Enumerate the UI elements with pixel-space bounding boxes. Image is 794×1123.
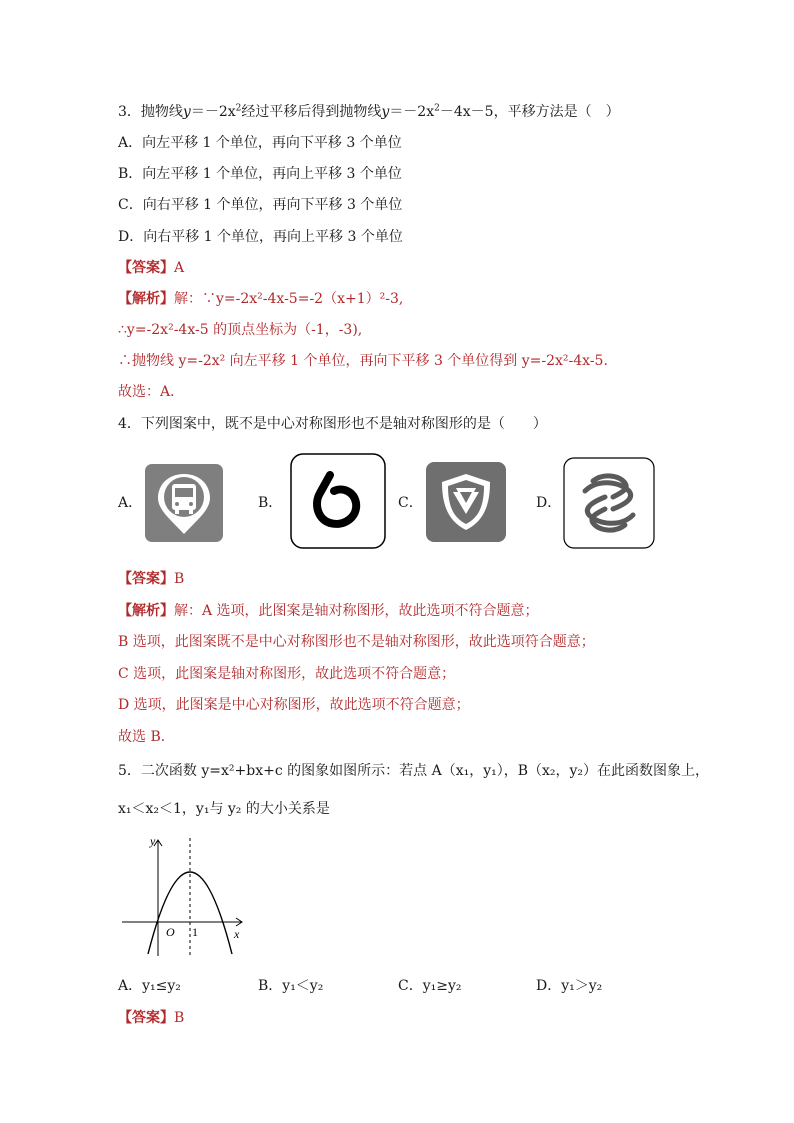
q3-conclusion: 故选：A． xyxy=(118,384,185,400)
q3-option-d: D．向右平移 1 个单位，再向上平移 3 个单位 xyxy=(118,229,403,245)
bus-stop-icon xyxy=(145,464,223,546)
q5-option-d: D．y₁＞y₂ xyxy=(536,978,603,994)
q3-option-b: B．向左平移 1 个单位，再向上平移 3 个单位 xyxy=(118,166,402,182)
q4-label-d: D． xyxy=(536,495,562,511)
q5-option-b: B．y₁＜y₂ xyxy=(258,978,324,994)
q4-analysis-1: 【解析】解：A 选项，此图案是轴对称图形，故此选项不符合题意； xyxy=(118,603,539,619)
graph-x-label: x xyxy=(234,927,240,941)
graph-y-label: y xyxy=(150,834,156,848)
q4-label-b: B． xyxy=(258,495,283,511)
q5-option-a: A．y₁≤y₂ xyxy=(118,978,181,994)
q3-analysis-1: 【解析】解：∵y=-2x²-4x-5=-2（x+1）²-3, xyxy=(118,291,404,307)
q4-analysis-4: D 选项，此图案是中心对称图形，故此选项不符合题意； xyxy=(118,697,470,713)
q4-answer: 【答案】B xyxy=(118,571,185,587)
graph-tick-label: 1 xyxy=(192,925,198,939)
q3-option-a: A．向左平移 1 个单位，再向下平移 3 个单位 xyxy=(118,135,402,151)
q4-stem: 4．下列图案中，既不是中心对称图形也不是轴对称图形的是（ ） xyxy=(118,416,547,432)
q4-label-a: A． xyxy=(118,495,143,511)
q3-stem: 3．抛物线$y=-2x^2$经过平移后得到抛物线$y=-2x^2-4x-5$，平移方法是（ ） xyxy=(118,103,620,120)
loop-drop-icon xyxy=(290,453,386,553)
q4-analysis-2: B 选项，此图案既不是中心对称图形也不是轴对称图形，故此选项符合题意； xyxy=(118,634,595,650)
q5-option-c: C．y₁≥y₂ xyxy=(398,978,462,994)
q4-label-c: C． xyxy=(398,495,423,511)
q3-analysis-2: ∴y=-2x²-4x-5 的顶点坐标为（-1，-3), xyxy=(118,322,363,338)
q5-stem-1: 5．二次函数 y=x²+bx+c 的图象如图所示：若点 A（x₁，y₁），B（x₂，y₂）在此函数图象上， xyxy=(118,763,710,779)
q4-conclusion: 故选 B． xyxy=(118,729,175,745)
q3-analysis-3: ∴抛物线 y=-2x² 向左平移 1 个单位，再向下平移 3 个单位得到 y=-2x²-4x-5. xyxy=(118,353,608,369)
graph-origin-label: O xyxy=(166,925,175,939)
q3-answer: 【答案】A xyxy=(118,260,185,276)
parabola-graph xyxy=(118,830,250,966)
shield-v-icon xyxy=(426,462,506,546)
china-mobile-logo-icon xyxy=(563,457,655,553)
q5-stem-2: x₁＜x₂＜1，y₁与 y₂ 的大小关系是 xyxy=(118,801,330,817)
q5-answer: 【答案】B xyxy=(118,1010,185,1026)
q4-analysis-3: C 选项，此图案是轴对称图形，故此选项不符合题意； xyxy=(118,666,456,682)
q3-option-c: C．向右平移 1 个单位，再向下平移 3 个单位 xyxy=(118,197,403,213)
